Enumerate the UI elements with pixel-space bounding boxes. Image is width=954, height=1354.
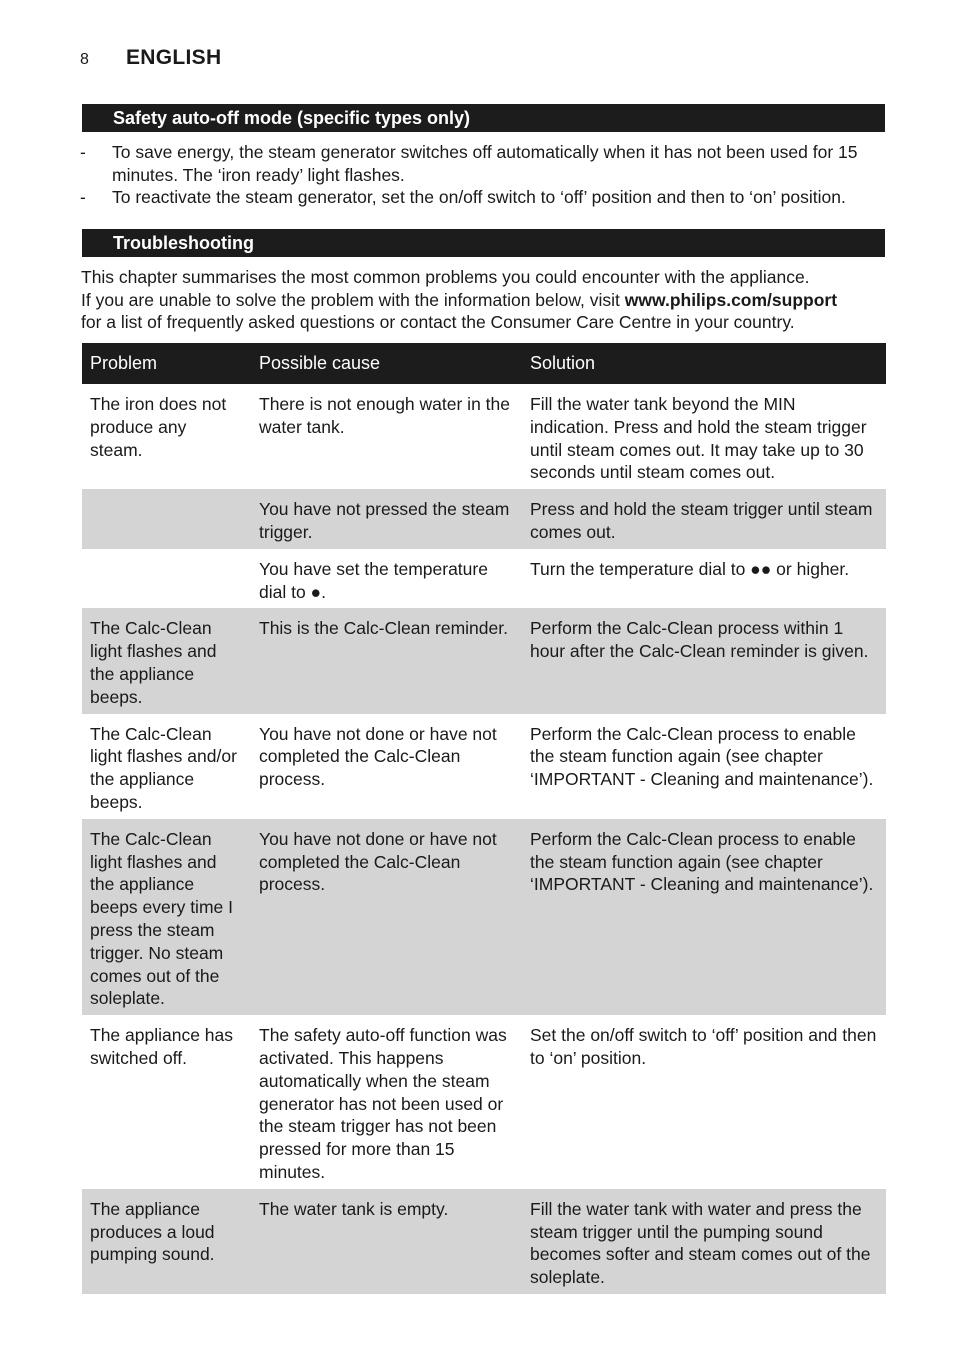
safety-bullet-list xyxy=(80,141,888,209)
solution-cell: Perform the Calc-Clean process to enable the steam function again (see chapter ‘IMPORTANT - Cleaning and maintenance’). xyxy=(530,723,874,790)
section-title-safety-auto-off: Safety auto-off mode (specific types only) xyxy=(82,104,885,132)
bullet-text: To save energy, the steam generator switches off automatically when it has not been used for 15 minutes. The ‘iron ready’ light flashes. xyxy=(112,142,858,185)
problem-cell: The Calc-Clean light flashes and the appliance beeps every time I press the steam trigger. No steam comes out of the soleplate. xyxy=(82,819,251,1015)
cause-cell: You have not pressed the steam trigger. xyxy=(251,489,522,549)
page-number: 8 xyxy=(80,51,89,68)
section-title-troubleshooting: Troubleshooting xyxy=(82,229,885,257)
cause-cell: The water tank is empty. xyxy=(251,1189,522,1294)
bullet-dash: - xyxy=(80,142,86,162)
cause-cell: This is the Calc-Clean reminder. xyxy=(251,608,522,713)
table-row xyxy=(82,714,886,819)
troubleshooting-intro xyxy=(81,266,889,334)
cause-cell: You have not done or have not completed the Calc-Clean process. xyxy=(251,819,522,1015)
table-header-row xyxy=(82,343,886,384)
cause-cell: The safety auto-off function was activated. This happens automatically when the steam generator has not been used or the steam trigger has not been pressed for more than 15 minutes. xyxy=(259,1025,507,1182)
intro-line xyxy=(81,289,889,312)
solution-cell: Perform the Calc-Clean process to enable the steam function again (see chapter ‘IMPORTANT - Cleaning and maintenance’). xyxy=(522,819,886,1015)
problem-cell: The appliance produces a loud pumping sound. xyxy=(82,1189,251,1294)
table-row xyxy=(82,489,886,549)
bullet-dash: - xyxy=(80,187,86,207)
problem-cell xyxy=(82,549,251,609)
page-header xyxy=(80,46,221,70)
solution-cell: Perform the Calc-Clean process within 1 hour after the Calc-Clean reminder is given. xyxy=(522,608,886,713)
intro-line: This chapter summarises the most common problems you could encounter with the appliance. xyxy=(81,267,810,287)
column-header-cause: Possible cause xyxy=(251,343,522,384)
cause-cell: You have set the temperature dial to ●. xyxy=(259,558,488,602)
column-header-solution: Solution xyxy=(522,343,886,384)
table-row xyxy=(82,549,886,609)
problem-cell: The appliance has switched off. xyxy=(90,1025,234,1068)
troubleshooting-table xyxy=(82,343,886,1294)
bullet-item xyxy=(80,141,888,186)
table-row xyxy=(82,384,886,489)
intro-line: for a list of frequently asked questions or contact the Consumer Care Centre in your country. xyxy=(81,312,795,332)
table-row xyxy=(82,1015,886,1189)
intro-text: If you are unable to solve the problem with the information below, visit xyxy=(81,289,625,310)
solution-cell: Press and hold the steam trigger until steam comes out. xyxy=(522,489,886,549)
solution-cell: Turn the temperature dial to ●● or higher. xyxy=(530,558,850,579)
support-link[interactable]: www.philips.com/support xyxy=(624,289,838,310)
column-header-problem: Problem xyxy=(82,343,251,384)
solution-cell: Set the on/off switch to ‘off’ position and then to ‘on’ position. xyxy=(530,1025,877,1068)
problem-cell: The iron does not produce any steam. xyxy=(90,394,227,460)
bullet-item xyxy=(80,186,888,209)
problem-cell xyxy=(82,489,251,549)
cause-cell: There is not enough water in the water tank. xyxy=(259,394,510,437)
table-row xyxy=(82,819,886,1015)
table-row xyxy=(82,608,886,713)
solution-cell: Fill the water tank with water and press the steam trigger until the pumping sound becomes softer and steam comes out of the soleplate. xyxy=(522,1189,886,1294)
solution-cell: Fill the water tank beyond the MIN indication. Press and hold the steam trigger until steam comes out. It may take up to 30 seconds until steam comes out. xyxy=(530,394,867,483)
table-row xyxy=(82,1189,886,1294)
language-heading: ENGLISH xyxy=(126,46,222,69)
problem-cell: The Calc-Clean light flashes and/or the appliance beeps. xyxy=(90,723,237,812)
problem-cell: The Calc-Clean light flashes and the appliance beeps. xyxy=(82,608,251,713)
cause-cell: You have not done or have not completed the Calc-Clean process. xyxy=(259,723,497,790)
bullet-text: To reactivate the steam generator, set the on/off switch to ‘off’ position and then to ‘on’ position. xyxy=(112,187,846,207)
